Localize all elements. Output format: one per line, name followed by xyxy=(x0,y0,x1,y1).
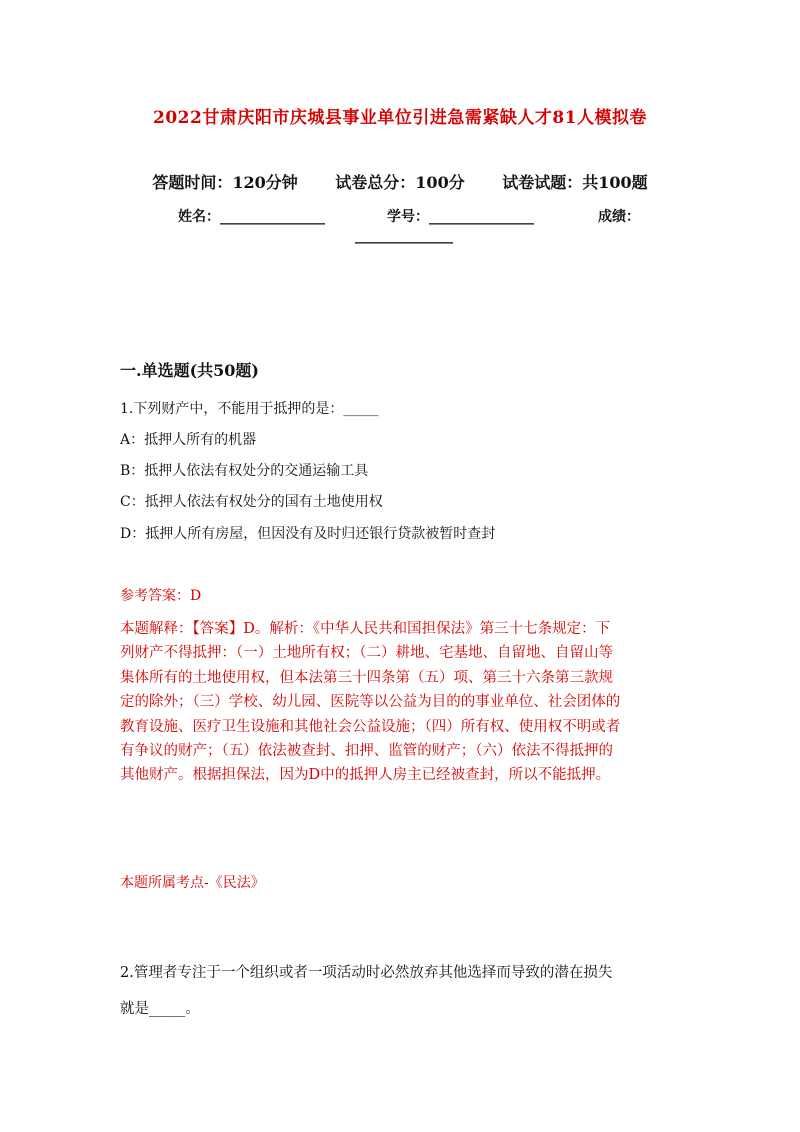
student-id-field: 学号：_______________ xyxy=(387,209,534,225)
explanation-line: 有争议的财产；（五）依法被查封、扣押、监管的财产；（六）依法不得抵押的 xyxy=(120,743,613,760)
question-2-stem-line-1: 2.管理者专注于一个组织或者一项活动时必然放弃其他选择而导致的潜在损失 xyxy=(120,965,613,981)
name-field: 姓名：_______________ xyxy=(178,209,325,225)
exam-total-score: 试卷总分：100分 xyxy=(335,173,465,192)
explanation-line: 教育设施、医疗卫生设施和其他社会公益设施；（四）所有权、使用权不明或者 xyxy=(120,718,621,735)
explanation-line: 集体所有的土地使用权，但本法第三十四条第（五）项、第三十六条第三款规 xyxy=(120,669,613,686)
question-1-option-b: B：抵押人依法有权处分的交通运输工具 xyxy=(120,463,369,479)
score-label: 成绩： xyxy=(598,209,640,225)
question-1-answer: 参考答案：D xyxy=(120,588,202,604)
question-1-stem: 1.下列财产中，不能用于抵押的是：_____ xyxy=(120,401,379,417)
question-1-explanation xyxy=(120,617,680,788)
score-field-line: ______________ xyxy=(355,228,453,244)
explanation-line: 其他财产。根据担保法，因为D中的抵押人房主已经被查封，所以不能抵押。 xyxy=(120,767,611,784)
exam-meta xyxy=(0,170,800,193)
question-1-option-c: C：抵押人依法有权处分的国有土地使用权 xyxy=(120,494,383,510)
question-2-stem-line-2: 就是_____。 xyxy=(120,1001,200,1017)
explanation-line: 本题解释：【答案】D。解析：《中华人民共和国担保法》第三十七条规定：下 xyxy=(120,621,611,637)
explanation-line: 列财产不得抵押：（一）土地所有权；（二）耕地、宅基地、自留地、自留山等 xyxy=(120,645,613,662)
section-title: 一.单选题(共50题) xyxy=(120,361,259,380)
exam-question-count: 试卷试题：共100题 xyxy=(502,173,648,192)
exam-title: 2022甘肃庆阳市庆城县事业单位引进急需紧缺人才81人模拟卷 xyxy=(153,108,647,128)
exam-time: 答题时间：120分钟 xyxy=(152,173,298,192)
question-1-topic: 本题所属考点-《民法》 xyxy=(120,875,265,891)
question-1-option-d: D：抵押人所有房屋，但因没有及时归还银行贷款被暂时查封 xyxy=(120,526,496,542)
explanation-line: 定的除外；（三）学校、幼儿园、医院等以公益为目的的事业单位、社会团体的 xyxy=(120,694,621,711)
question-1-option-a: A：抵押人所有的机器 xyxy=(120,432,257,448)
